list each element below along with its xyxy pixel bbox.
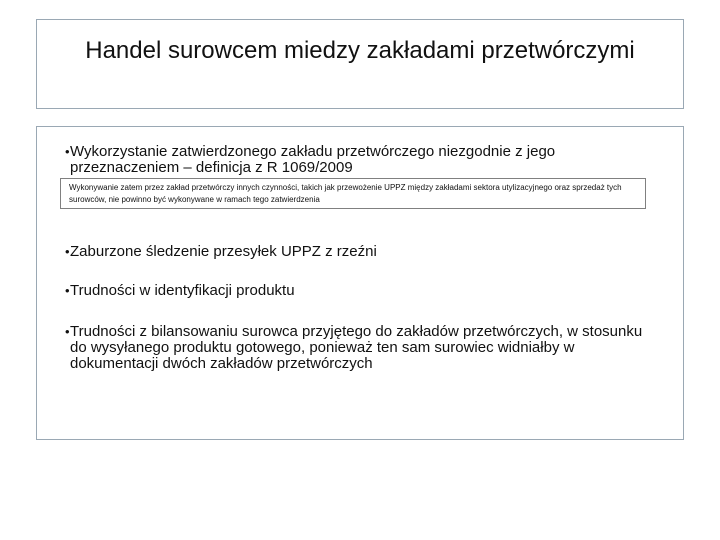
- bullet-text: Trudności z bilansowaniu surowca przyjętego do zakładów przetwórczych, w stosunku do wysyłanego produktu gotowego, ponieważ ten sam surowiec widniałby w dokumentacji dwóch zakładów przetwórczych: [70, 323, 643, 372]
- bullet-text: Trudności w identyfikacji produktu: [70, 282, 295, 299]
- bullet-icon: •: [65, 244, 70, 259]
- definition-note: Wykonywanie zatem przez zakład przetwórczy innych czynności, takich jak przewożenie UPPZ między zakładami sektora utylizacyjnego oraz sprzedaż tych surowców, nie powinno być wykonywane w ramach tego zatwierdzenia: [60, 178, 646, 209]
- bullet-icon: •: [65, 324, 70, 339]
- bullet-text: Wykorzystanie zatwierdzonego zakładu przetwórczego niezgodnie z jego przeznaczeniem – definicja z R 1069/2009: [70, 143, 556, 176]
- content-box: [36, 126, 684, 440]
- slide-title: Handel surowcem miedzy zakładami przetwórczymi: [85, 37, 635, 64]
- title-box: [36, 19, 684, 109]
- bullet-icon: •: [65, 144, 70, 159]
- bullet-icon: •: [65, 283, 70, 298]
- bullet-text: Zaburzone śledzenie przesyłek UPPZ z rzeźni: [70, 243, 377, 260]
